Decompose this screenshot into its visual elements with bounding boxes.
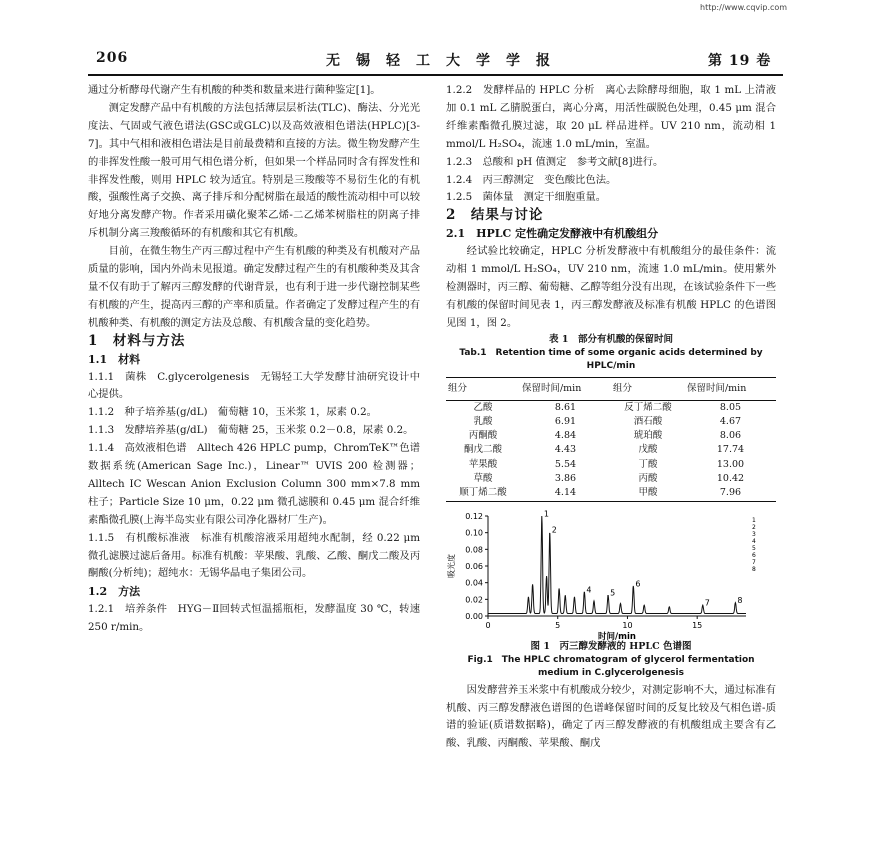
table-cell: 丙酸 — [638, 473, 658, 485]
section-heading: 2 结果与讨论 — [446, 207, 544, 224]
table-row — [446, 472, 776, 486]
table-header: 组分 — [446, 377, 520, 400]
table-caption: 表 1 部分有机酸的保留时间 — [549, 333, 673, 345]
paragraph: 通过分析酵母代谢产生有机酸的种类和数量来进行菌种鉴定[1]。 — [88, 84, 381, 96]
table-cell: 丁酸 — [638, 458, 658, 470]
y-tick-label: 0.08 — [465, 545, 483, 555]
table-cell: 10.42 — [716, 473, 745, 485]
chromatogram — [446, 508, 776, 640]
figure-caption: 图 1 丙三醇发酵液的 HPLC 色谱图 — [530, 640, 692, 652]
peak-label: 4 — [586, 585, 592, 595]
table-row — [446, 400, 776, 415]
table-cell: 琥珀酸 — [633, 430, 663, 442]
right-top-text — [446, 82, 776, 333]
table-cell: 4.43 — [554, 444, 577, 456]
x-tick-label: 10 — [622, 620, 633, 630]
table-cell: 苹果酸 — [468, 458, 498, 470]
paragraph: 1.1.1 菌株 C.glycerolgenesis 无锡轻工大学发酵甘油研究设计中心提供。 — [88, 370, 420, 401]
paragraph: 测定发酵产品中有机酸的方法包括薄层层析法(TLC)、酶法、分光光度法、气固或气液色谱法(GSC或GLC)以及高效液相色谱法(HPLC)[3-7]。其中气相和液相色谱法是目前最费精和直接的方法。微生物发酵产生的非挥发性酸一般可用气相色谱分析，但如果一个样品同时含有挥发性和非挥发性酸，则用 HPLC 较为适宜。特别是三羧酸等不易衍生化的有机酸，强酸性离子交换、离子排斥和分配树脂在最适的酸性流动相中可以较好地分离发酵产物。作者采用磺化聚苯乙烯-二乙烯苯树脂柱的阴离子排斥机制分离三羧酸循环的有机酸和其它有机酸。 — [88, 101, 420, 240]
paragraph: 1.2.4 丙三醇测定 变色酸比色法。 — [446, 173, 617, 186]
table-cell: 4.67 — [719, 415, 742, 427]
table-cell: 17.74 — [716, 444, 745, 456]
table-row — [446, 415, 776, 429]
legend-entry: 6 — [752, 551, 756, 559]
paragraph: 1.1.3 发酵培养基(g/dL) 葡萄糖 25，玉米浆 0.2－0.8，尿素 0.2。 — [88, 424, 414, 437]
x-axis-label: 时间/min — [598, 631, 636, 640]
table-cell: 8.05 — [719, 401, 742, 413]
table-header: 保留时间/min — [520, 377, 611, 400]
table-cell: 丙酮酸 — [468, 430, 498, 442]
legend-entry: 8 — [752, 565, 756, 573]
paragraph: 1.1.2 种子培养基(g/dL) 葡萄糖 10，玉米浆 1，尿素 0.2。 — [88, 406, 377, 419]
legend-entry: 7 — [752, 558, 756, 566]
table-cell: 乳酸 — [473, 415, 493, 427]
legend-entry: 1 — [752, 516, 756, 524]
table-cell: 6.91 — [554, 415, 577, 427]
table-cell: 3.86 — [554, 473, 577, 485]
paragraph: 1.2.1 培养条件 HYG－Ⅱ回转式恒温摇瓶柜，发酵温度 30 ℃，转速 250 r/min。 — [88, 603, 420, 634]
paragraph: 1.2.5 菌体量 测定干细胞重量。 — [446, 191, 607, 204]
paragraph: 经试验比较确定，HPLC 分析发酵液中有机酸组分的最佳条件：流动相 1 mmol/L H₂SO₄，UV 210 nm，流速 1.0 mL/min。使用紫外检测器时，丙三醇、葡萄糖、乙醇等组分没有出现，在该试验条件下一些有机酸的保留时间见表 1，丙三醇发酵液及标准有机酸 HPLC 的色谱图见图 1，图 2。 — [446, 245, 776, 329]
paragraph: 1.1.5 有机酸标准液 标准有机酸溶液采用超纯水配制，经 0.22 μm 微孔滤膜过滤后备用。标准有机酸：苹果酸、乳酸、乙酸、酮戊二酸及丙酮酸(分析纯)；超纯水：无锡华晶电子集团公司。 — [88, 531, 420, 580]
peak-label: 7 — [704, 598, 710, 608]
subsection-heading: 1.1 材料 — [88, 352, 141, 366]
peak-label: 6 — [635, 579, 641, 589]
table-cell: 草酸 — [473, 473, 493, 485]
y-tick-label: 0.00 — [465, 611, 483, 621]
paragraph: 1.1.4 高效液相色谱 Alltech 426 HPLC pump，ChromTeK™色谱数据系统(American Sage Inc.)，Linear™ UVIS 200 检测器；Alltech IC Wescan Anion Exclusion Column 300 mm×7.8 mm 柱子；Particle Size 10 μm，0.22 μm 微孔滤膜和 0.45 μm 混合纤维素酯微孔膜(上海半岛实业有限公司净化器材厂生产)。 — [88, 442, 420, 526]
table-row — [446, 458, 776, 472]
table-cell: 4.14 — [520, 486, 611, 501]
table-cell: 反丁烯二酸 — [624, 401, 672, 413]
subsection-heading: 1.2 方法 — [88, 585, 141, 599]
y-tick-label: 0.10 — [465, 528, 483, 538]
y-tick-label: 0.02 — [465, 595, 483, 605]
paragraph: 1.2.3 总酸和 pH 值测定 参考文献[8]进行。 — [446, 155, 664, 168]
subsection-heading: 2.1 HPLC 定性确定发酵液中有机酸组分 — [446, 227, 659, 241]
x-tick-label: 5 — [555, 620, 561, 630]
watermark-url: http://www.cqvip.com — [700, 3, 788, 12]
header-rule — [88, 74, 783, 76]
table-header: 保留时间/min — [685, 377, 776, 400]
left-column — [88, 82, 420, 637]
x-tick-label: 15 — [692, 620, 703, 630]
peak-label: 2 — [551, 525, 557, 535]
y-tick-label: 0.12 — [465, 511, 483, 521]
table-row — [446, 429, 776, 443]
table-row — [446, 486, 776, 501]
right-bottom-text — [446, 682, 776, 754]
retention-table — [446, 377, 776, 502]
table-cell: 乙酸 — [473, 401, 493, 413]
page-number: 206 — [96, 50, 129, 66]
table-cell: 13.00 — [716, 458, 745, 470]
y-axis-label: 吸光度 — [447, 553, 456, 578]
table-caption-en: Tab.1 Retention time of some organic acids determined by HPLC/min — [459, 347, 763, 371]
table-cell: 酒石酸 — [633, 415, 663, 427]
x-tick-label: 0 — [485, 620, 491, 630]
table-cell: 4.84 — [554, 430, 577, 442]
table-cell: 7.96 — [685, 486, 776, 501]
table-cell: 8.06 — [719, 430, 742, 442]
journal-title: 无 锡 轻 工 大 学 学 报 — [326, 53, 551, 69]
legend-entry: 2 — [752, 523, 756, 531]
volume-label: 第 19 卷 — [708, 53, 772, 69]
table-header: 组分 — [611, 377, 685, 400]
peak-label: 5 — [610, 588, 616, 598]
y-tick-label: 0.04 — [465, 578, 483, 588]
figure-caption-en: Fig.1 The HPLC chromatogram of glycerol fermentation medium in C.glycerolgenesis — [467, 654, 755, 678]
table-cell: 顺丁烯二酸 — [446, 486, 520, 501]
section-heading: 1 材料与方法 — [88, 332, 186, 349]
peak-label: 8 — [737, 595, 743, 605]
paragraph: 1.2.2 发酵样品的 HPLC 分析 离心去除酵母细胞，取 1 mL 上清液加 0.1 mL 乙腈脱蛋白，离心分离，用活性碳脱色处理，0.45 μm 混合纤维素酯微孔膜过滤，取 20 μL 样品进样。UV 210 nm，流动相 1 mmol/L H₂SO₄，流速 1.0 mL/min，室温。 — [446, 84, 776, 150]
legend-entry: 5 — [752, 544, 756, 552]
paragraph: 因发酵营养玉米浆中有机酸成分较少，对测定影响不大，通过标准有机酸、丙三醇发酵液色谱图的色谱峰保留时间的反复比较及气相色谱-质谱的验证(质谱数据略)，确定了丙三醇发酵液的有机酸组成主要含有乙酸、乳酸、丙酮酸、苹果酸、酮戊 — [446, 683, 776, 750]
table-cell: 甲酸 — [611, 486, 685, 501]
table-cell: 酮戊二酸 — [463, 444, 502, 456]
table-cell: 8.61 — [554, 401, 577, 413]
legend-entry: 4 — [752, 537, 756, 545]
table-cell: 5.54 — [554, 458, 577, 470]
paragraph: 目前，在微生物生产丙三醇过程中产生有机酸的种类及有机酸对产品质量的影响，国内外尚未见报道。确定发酵过程产生的有机酸种类及其含量不仅有助于了解丙三醇发酵的代谢背景，也有利于进一步代谢控制某些有机酸的产生，提高丙三醇的产率和质量。作者确定了发酵过程产生的有机酸种类、有机酸的测定方法及总酸、有机酸含量的变化趋势。 — [88, 245, 420, 329]
right-column — [446, 82, 776, 753]
table-row — [446, 443, 776, 457]
legend-entry: 3 — [752, 530, 756, 538]
peak-label: 1 — [543, 509, 549, 519]
y-tick-label: 0.06 — [465, 561, 483, 571]
table-cell: 戊酸 — [638, 444, 658, 456]
